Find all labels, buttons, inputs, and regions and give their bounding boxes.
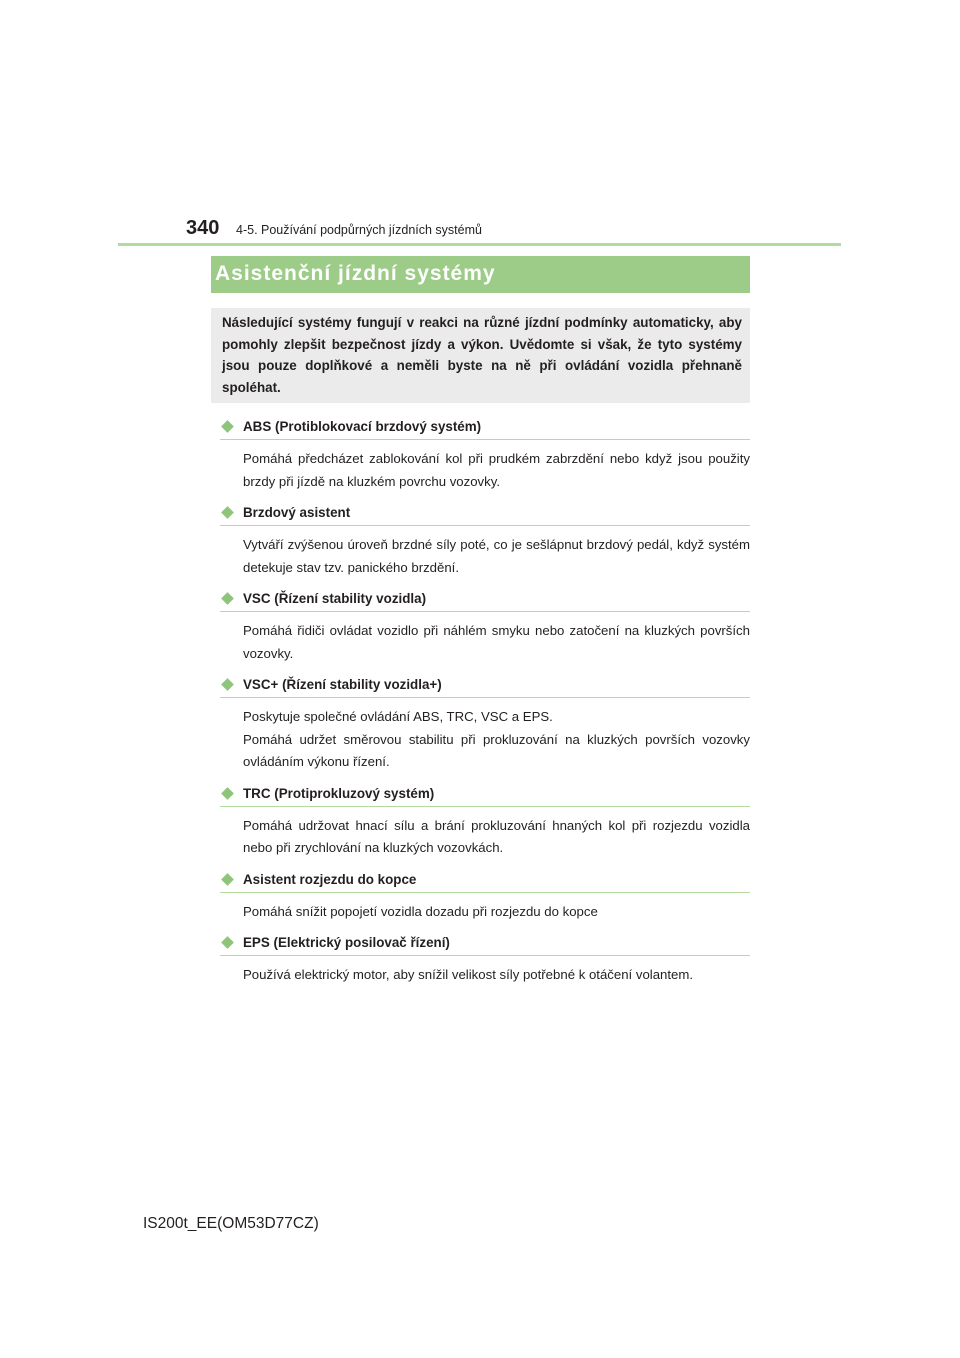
diamond-bullet-icon xyxy=(221,873,234,886)
title-bar xyxy=(211,256,750,293)
entry-brake-assist xyxy=(220,503,750,579)
diamond-bullet-icon xyxy=(221,936,234,949)
description-line: Vytváří zvýšenou úroveň brzdné síly poté, co je sešlápnut brzdový pedál, když systém detekuje stav tzv. panického brzdění. xyxy=(243,537,750,575)
entry-vsc-plus xyxy=(220,675,750,774)
intro-text: Následující systémy fungují v reakci na různé jízdní podmínky automaticky, aby pomohly zlepšit bezpečnost jízdy a výkon. Uvědomte si však, že tyto systémy jsou pouze doplňkové a neměli byste na ně při ovládání vozidla přehnaně spoléhat. xyxy=(222,315,742,395)
entry-eps xyxy=(220,933,750,987)
diamond-bullet-icon xyxy=(221,592,234,605)
diamond-bullet-icon xyxy=(221,420,234,433)
page-header xyxy=(186,216,746,242)
entry-hill-start-assist xyxy=(220,870,750,924)
diamond-bullet-icon xyxy=(221,506,234,519)
entry-description xyxy=(243,901,750,924)
intro-box xyxy=(211,308,750,403)
entry-description xyxy=(243,706,750,774)
entry-title: EPS (Elektrický posilovač řízení) xyxy=(243,935,450,950)
entry-vsc xyxy=(220,589,750,665)
entry-description xyxy=(243,534,750,579)
description-line: Používá elektrický motor, aby snížil velikost síly potřebné k otáčení volantem. xyxy=(243,967,694,982)
entry-description xyxy=(243,620,750,665)
description-line: Pomáhá řidiči ovládat vozidlo při náhlém smyku nebo zatočení na kluzkých površích vozovky. xyxy=(243,623,750,661)
description-line: Pomáhá snížit popojetí vozidla dozadu při rozjezdu do kopce xyxy=(243,903,598,919)
entry-header xyxy=(220,417,750,440)
entry-header xyxy=(220,675,750,698)
entry-header xyxy=(220,589,750,612)
description-line: Poskytuje společné ovládání ABS, TRC, VSC a EPS. xyxy=(243,709,553,724)
header-divider xyxy=(118,243,841,246)
entry-title: Asistent rozjezdu do kopce xyxy=(243,871,417,887)
description-line: Pomáhá předcházet zablokování kol při prudkém zabrzdění nebo když jsou použity brzdy při jízdě na kluzkém povrchu vozovky. xyxy=(243,451,750,489)
entry-title: TRC (Protiprokluzový systém) xyxy=(243,785,435,801)
page-number: 340 xyxy=(186,217,220,239)
entry-abs xyxy=(220,417,750,493)
entry-title: VSC+ (Řízení stability vozidla+) xyxy=(243,677,442,692)
entry-header xyxy=(220,933,750,956)
entry-header xyxy=(220,870,750,893)
entry-header xyxy=(220,784,750,807)
entry-description xyxy=(243,964,750,987)
entry-description xyxy=(243,448,750,493)
manual-code: IS200t_EE(OM53D77CZ) xyxy=(143,1215,319,1232)
description-line: Pomáhá udržovat hnací sílu a brání prokluzování hnaných kol při rozjezdu vozidla nebo při zrychlování na kluzkých vozovkách. xyxy=(243,817,750,855)
entries-list xyxy=(220,417,750,997)
entry-trc xyxy=(220,784,750,860)
entry-description xyxy=(243,815,750,860)
description-line: Pomáhá udržet směrovou stabilitu při prokluzování na kluzkých površích vozovky ovládáním výkonu řízení. xyxy=(243,731,750,769)
entry-title: ABS (Protiblokovací brzdový systém) xyxy=(243,419,482,434)
diamond-bullet-icon xyxy=(221,678,234,691)
diamond-bullet-icon xyxy=(221,787,234,800)
section-title: 4-5. Používání podpůrných jízdních systémů xyxy=(236,223,482,237)
entry-header xyxy=(220,503,750,526)
page-title: Asistenční jízdní systémy xyxy=(215,262,496,285)
entry-title: Brzdový asistent xyxy=(243,505,351,520)
entry-title: VSC (Řízení stability vozidla) xyxy=(243,591,427,606)
